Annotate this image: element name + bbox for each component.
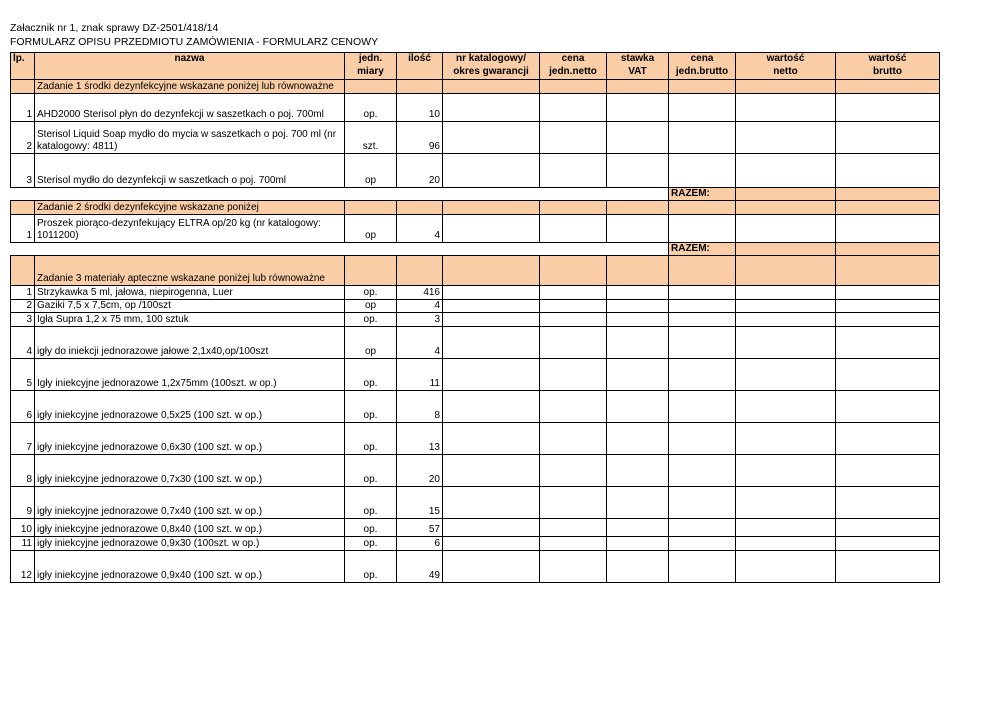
row-vat-rate xyxy=(607,94,669,122)
row-unit-price-gross xyxy=(669,537,736,551)
row-quantity: 10 xyxy=(397,94,443,122)
row-unit-price-net xyxy=(540,391,607,423)
row-value-net xyxy=(736,327,836,359)
row-value-net xyxy=(736,286,836,300)
row-lp: 8 xyxy=(11,455,35,487)
section-empty-cell xyxy=(345,80,397,94)
section-header-row xyxy=(11,80,940,94)
row-catalog-number xyxy=(443,300,540,313)
row-vat-rate xyxy=(607,327,669,359)
table-row xyxy=(11,537,940,551)
row-lp: 3 xyxy=(11,313,35,327)
row-unit-price-net xyxy=(540,537,607,551)
section-title: Zadanie 2 środki dezynfekcyjne wskazane poniżej xyxy=(35,201,345,215)
row-unit: op. xyxy=(345,359,397,391)
row-unit: op. xyxy=(345,313,397,327)
row-item-name: Strzykawka 5 ml, jałowa, niepirogenna, Luer xyxy=(35,286,345,300)
row-unit-price-net xyxy=(540,94,607,122)
section-empty-cell xyxy=(443,256,540,286)
table-row xyxy=(11,122,940,154)
row-quantity: 8 xyxy=(397,391,443,423)
section-empty-cell xyxy=(397,201,443,215)
row-item-name: AHD2000 Sterisol płyn do dezynfekcji w saszetkach o poj. 700ml xyxy=(35,94,345,122)
table-row xyxy=(11,423,940,455)
section-empty-cell xyxy=(345,201,397,215)
row-vat-rate xyxy=(607,154,669,188)
section-header-row xyxy=(11,256,940,286)
section-empty-cell xyxy=(736,256,836,286)
row-value-gross xyxy=(836,359,940,391)
total-row xyxy=(11,243,940,256)
row-unit-price-net xyxy=(540,215,607,243)
total-blank-cell xyxy=(345,243,397,256)
row-unit-price-net xyxy=(540,551,607,583)
row-value-gross xyxy=(836,313,940,327)
total-blank-cell xyxy=(11,243,35,256)
row-unit: op. xyxy=(345,94,397,122)
table-row xyxy=(11,327,940,359)
row-unit-price-gross xyxy=(669,313,736,327)
row-value-gross xyxy=(836,154,940,188)
row-value-net xyxy=(736,313,836,327)
table-row xyxy=(11,359,940,391)
row-value-gross xyxy=(836,300,940,313)
row-unit-price-net xyxy=(540,359,607,391)
row-item-name: Sterisol mydło do dezynfekcji w saszetkach o poj. 700ml xyxy=(35,154,345,188)
row-lp: 6 xyxy=(11,391,35,423)
row-value-gross xyxy=(836,455,940,487)
row-unit-price-gross xyxy=(669,423,736,455)
attachment-reference: Załacznik nr 1, znak sprawy DZ-2501/418/14 xyxy=(10,22,219,34)
table-row xyxy=(11,487,940,519)
table-row xyxy=(11,551,940,583)
total-net-value xyxy=(736,188,836,201)
row-unit: op. xyxy=(345,286,397,300)
row-value-gross xyxy=(836,215,940,243)
row-item-name: igły iniekcyjne jednorazowe 0,7x30 (100 szt. w op.) xyxy=(35,455,345,487)
section-empty-cell xyxy=(607,256,669,286)
row-quantity: 11 xyxy=(397,359,443,391)
section-empty-cell xyxy=(397,80,443,94)
row-value-gross xyxy=(836,94,940,122)
row-value-net xyxy=(736,487,836,519)
section-empty-cell xyxy=(607,80,669,94)
row-quantity: 4 xyxy=(397,300,443,313)
row-quantity: 15 xyxy=(397,487,443,519)
section-empty-cell xyxy=(345,256,397,286)
row-catalog-number xyxy=(443,551,540,583)
row-item-name: Gaziki 7,5 x 7,5cm, op /100szt xyxy=(35,300,345,313)
row-unit: op xyxy=(345,215,397,243)
row-unit-price-gross xyxy=(669,215,736,243)
table-row xyxy=(11,215,940,243)
row-unit-price-net xyxy=(540,300,607,313)
col-nazwa: nazwa xyxy=(35,53,345,80)
row-item-name: igły iniekcyjne jednorazowe 0,9x30 (100szt. w op.) xyxy=(35,537,345,551)
total-blank-cell xyxy=(35,243,345,256)
row-vat-rate xyxy=(607,487,669,519)
row-value-net xyxy=(736,215,836,243)
total-blank-cell xyxy=(607,188,669,201)
row-unit-price-net xyxy=(540,519,607,537)
row-lp: 1 xyxy=(11,215,35,243)
row-value-gross xyxy=(836,122,940,154)
row-unit: op xyxy=(345,154,397,188)
row-unit: op xyxy=(345,300,397,313)
section-lp-cell xyxy=(11,80,35,94)
row-value-gross xyxy=(836,286,940,300)
row-catalog-number xyxy=(443,286,540,300)
total-blank-cell xyxy=(35,188,345,201)
section-empty-cell xyxy=(443,80,540,94)
row-item-name: igły iniekcyjne jednorazowe 0,8x40 (100 szt. w op.) xyxy=(35,519,345,537)
row-lp: 11 xyxy=(11,537,35,551)
col-cena-netto: cena jedn.netto xyxy=(540,53,607,80)
section-empty-cell xyxy=(836,256,940,286)
col-ilosc: ilość xyxy=(397,53,443,80)
row-item-name: igły iniekcyjne jednorazowe 0,5x25 (100 szt. w op.) xyxy=(35,391,345,423)
table-row xyxy=(11,154,940,188)
row-catalog-number xyxy=(443,154,540,188)
table-row xyxy=(11,519,940,537)
row-catalog-number xyxy=(443,455,540,487)
row-item-name: Igła Supra 1,2 x 75 mm, 100 sztuk xyxy=(35,313,345,327)
row-unit: op. xyxy=(345,423,397,455)
row-item-name: Igły iniekcyjne jednorazowe 1,2x75mm (100szt. w op.) xyxy=(35,359,345,391)
row-catalog-number xyxy=(443,423,540,455)
row-value-gross xyxy=(836,487,940,519)
section-empty-cell xyxy=(443,201,540,215)
row-unit-price-gross xyxy=(669,154,736,188)
row-item-name: igły iniekcyjne jednorazowe 0,6x30 (100 szt. w op.) xyxy=(35,423,345,455)
row-vat-rate xyxy=(607,313,669,327)
row-unit-price-gross xyxy=(669,122,736,154)
row-unit: op. xyxy=(345,537,397,551)
row-lp: 1 xyxy=(11,286,35,300)
row-value-net xyxy=(736,122,836,154)
row-item-name: Sterisol Liquid Soap mydło do mycia w saszetkach o poj. 700 ml (nr katalogowy: 4811) xyxy=(35,122,345,154)
total-blank-cell xyxy=(540,188,607,201)
section-empty-cell xyxy=(669,201,736,215)
table-row xyxy=(11,313,940,327)
row-lp: 7 xyxy=(11,423,35,455)
row-unit-price-net xyxy=(540,154,607,188)
row-unit-price-gross xyxy=(669,300,736,313)
row-unit-price-gross xyxy=(669,455,736,487)
total-blank-cell xyxy=(11,188,35,201)
form-title: FORMULARZ OPISU PRZEDMIOTU ZAMÓWIENIA - FORMULARZ CENOWY xyxy=(10,36,379,48)
section-empty-cell xyxy=(669,80,736,94)
row-catalog-number xyxy=(443,94,540,122)
col-stawka-vat: stawka VAT xyxy=(607,53,669,80)
row-unit-price-gross xyxy=(669,487,736,519)
row-unit: op. xyxy=(345,391,397,423)
row-value-gross xyxy=(836,391,940,423)
row-catalog-number xyxy=(443,359,540,391)
row-vat-rate xyxy=(607,300,669,313)
section-title: Zadanie 3 materiały apteczne wskazane poniżej lub równoważne xyxy=(35,256,345,286)
row-unit-price-gross xyxy=(669,551,736,583)
row-value-net xyxy=(736,551,836,583)
row-quantity: 57 xyxy=(397,519,443,537)
row-vat-rate xyxy=(607,537,669,551)
row-quantity: 20 xyxy=(397,455,443,487)
row-lp: 3 xyxy=(11,154,35,188)
row-lp: 10 xyxy=(11,519,35,537)
row-item-name: Proszek piorąco-dezynfekujący ELTRA op/20 kg (nr katalogowy: 1011200) xyxy=(35,215,345,243)
row-catalog-number xyxy=(443,327,540,359)
section-empty-cell xyxy=(540,80,607,94)
section-empty-cell xyxy=(540,201,607,215)
table-row xyxy=(11,286,940,300)
total-gross-value xyxy=(836,188,940,201)
row-catalog-number xyxy=(443,519,540,537)
section-empty-cell xyxy=(836,80,940,94)
row-quantity: 4 xyxy=(397,215,443,243)
total-blank-cell xyxy=(540,243,607,256)
row-unit-price-gross xyxy=(669,286,736,300)
row-vat-rate xyxy=(607,359,669,391)
row-vat-rate xyxy=(607,122,669,154)
section-empty-cell xyxy=(397,256,443,286)
row-unit-price-net xyxy=(540,122,607,154)
total-row xyxy=(11,188,940,201)
price-form-table xyxy=(10,52,940,583)
row-vat-rate xyxy=(607,391,669,423)
section-lp-cell xyxy=(11,256,35,286)
row-unit: op xyxy=(345,327,397,359)
row-quantity: 6 xyxy=(397,537,443,551)
row-unit: szt. xyxy=(345,122,397,154)
table-row xyxy=(11,300,940,313)
row-catalog-number xyxy=(443,391,540,423)
section-title: Zadanie 1 środki dezynfekcyjne wskazane poniżej lub równoważne xyxy=(35,80,345,94)
row-unit: op. xyxy=(345,519,397,537)
total-label: RAZEM: xyxy=(669,243,736,256)
row-value-net xyxy=(736,519,836,537)
section-empty-cell xyxy=(607,201,669,215)
row-catalog-number xyxy=(443,537,540,551)
row-lp: 5 xyxy=(11,359,35,391)
row-value-net xyxy=(736,391,836,423)
total-blank-cell xyxy=(397,243,443,256)
row-value-net xyxy=(736,94,836,122)
row-unit-price-net xyxy=(540,487,607,519)
row-unit-price-gross xyxy=(669,359,736,391)
row-value-net xyxy=(736,154,836,188)
row-value-gross xyxy=(836,423,940,455)
row-unit-price-gross xyxy=(669,519,736,537)
row-quantity: 13 xyxy=(397,423,443,455)
row-value-net xyxy=(736,455,836,487)
row-value-gross xyxy=(836,537,940,551)
row-unit-price-net xyxy=(540,455,607,487)
row-quantity: 20 xyxy=(397,154,443,188)
row-catalog-number xyxy=(443,122,540,154)
total-net-value xyxy=(736,243,836,256)
section-header-row xyxy=(11,201,940,215)
row-unit-price-net xyxy=(540,423,607,455)
row-lp: 1 xyxy=(11,94,35,122)
section-empty-cell xyxy=(736,80,836,94)
row-vat-rate xyxy=(607,551,669,583)
section-empty-cell xyxy=(669,256,736,286)
row-value-net xyxy=(736,537,836,551)
row-unit-price-gross xyxy=(669,327,736,359)
row-item-name: igły iniekcyjne jednorazowe 0,7x40 (100 szt. w op.) xyxy=(35,487,345,519)
row-value-gross xyxy=(836,519,940,537)
row-lp: 9 xyxy=(11,487,35,519)
column-header-row xyxy=(11,53,940,80)
row-quantity: 4 xyxy=(397,327,443,359)
col-nr-katalogowy: nr katalogowy/ okres gwarancji xyxy=(443,53,540,80)
row-vat-rate xyxy=(607,423,669,455)
row-value-gross xyxy=(836,551,940,583)
section-empty-cell xyxy=(836,201,940,215)
total-label: RAZEM: xyxy=(669,188,736,201)
row-value-net xyxy=(736,359,836,391)
total-blank-cell xyxy=(443,243,540,256)
row-unit-price-gross xyxy=(669,391,736,423)
row-lp: 2 xyxy=(11,300,35,313)
row-item-name: igły iniekcyjne jednorazowe 0,9x40 (100 szt. w op.) xyxy=(35,551,345,583)
row-quantity: 49 xyxy=(397,551,443,583)
row-unit-price-net xyxy=(540,327,607,359)
section-lp-cell xyxy=(11,201,35,215)
table-row xyxy=(11,455,940,487)
row-catalog-number xyxy=(443,313,540,327)
section-empty-cell xyxy=(736,201,836,215)
col-lp: lp. xyxy=(11,53,35,80)
col-wartosc-netto: wartość netto xyxy=(736,53,836,80)
row-vat-rate xyxy=(607,286,669,300)
row-unit: op. xyxy=(345,455,397,487)
col-cena-brutto: cena jedn.brutto xyxy=(669,53,736,80)
row-unit-price-net xyxy=(540,286,607,300)
row-quantity: 3 xyxy=(397,313,443,327)
row-unit-price-gross xyxy=(669,94,736,122)
row-unit: op. xyxy=(345,487,397,519)
row-unit: op. xyxy=(345,551,397,583)
total-blank-cell xyxy=(397,188,443,201)
table-row xyxy=(11,94,940,122)
total-blank-cell xyxy=(345,188,397,201)
table-row xyxy=(11,391,940,423)
row-item-name: igły do iniekcji jednorazowe jałowe 2,1x40,op/100szt xyxy=(35,327,345,359)
row-lp: 4 xyxy=(11,327,35,359)
row-value-gross xyxy=(836,327,940,359)
row-catalog-number xyxy=(443,487,540,519)
row-vat-rate xyxy=(607,519,669,537)
total-blank-cell xyxy=(607,243,669,256)
row-lp: 12 xyxy=(11,551,35,583)
total-gross-value xyxy=(836,243,940,256)
row-value-net xyxy=(736,300,836,313)
row-quantity: 96 xyxy=(397,122,443,154)
row-catalog-number xyxy=(443,215,540,243)
row-vat-rate xyxy=(607,455,669,487)
total-blank-cell xyxy=(443,188,540,201)
row-quantity: 416 xyxy=(397,286,443,300)
row-unit-price-net xyxy=(540,313,607,327)
col-wartosc-brutto: wartość brutto xyxy=(836,53,940,80)
row-vat-rate xyxy=(607,215,669,243)
row-lp: 2 xyxy=(11,122,35,154)
col-jedn-miary: jedn. miary xyxy=(345,53,397,80)
row-value-net xyxy=(736,423,836,455)
section-empty-cell xyxy=(540,256,607,286)
